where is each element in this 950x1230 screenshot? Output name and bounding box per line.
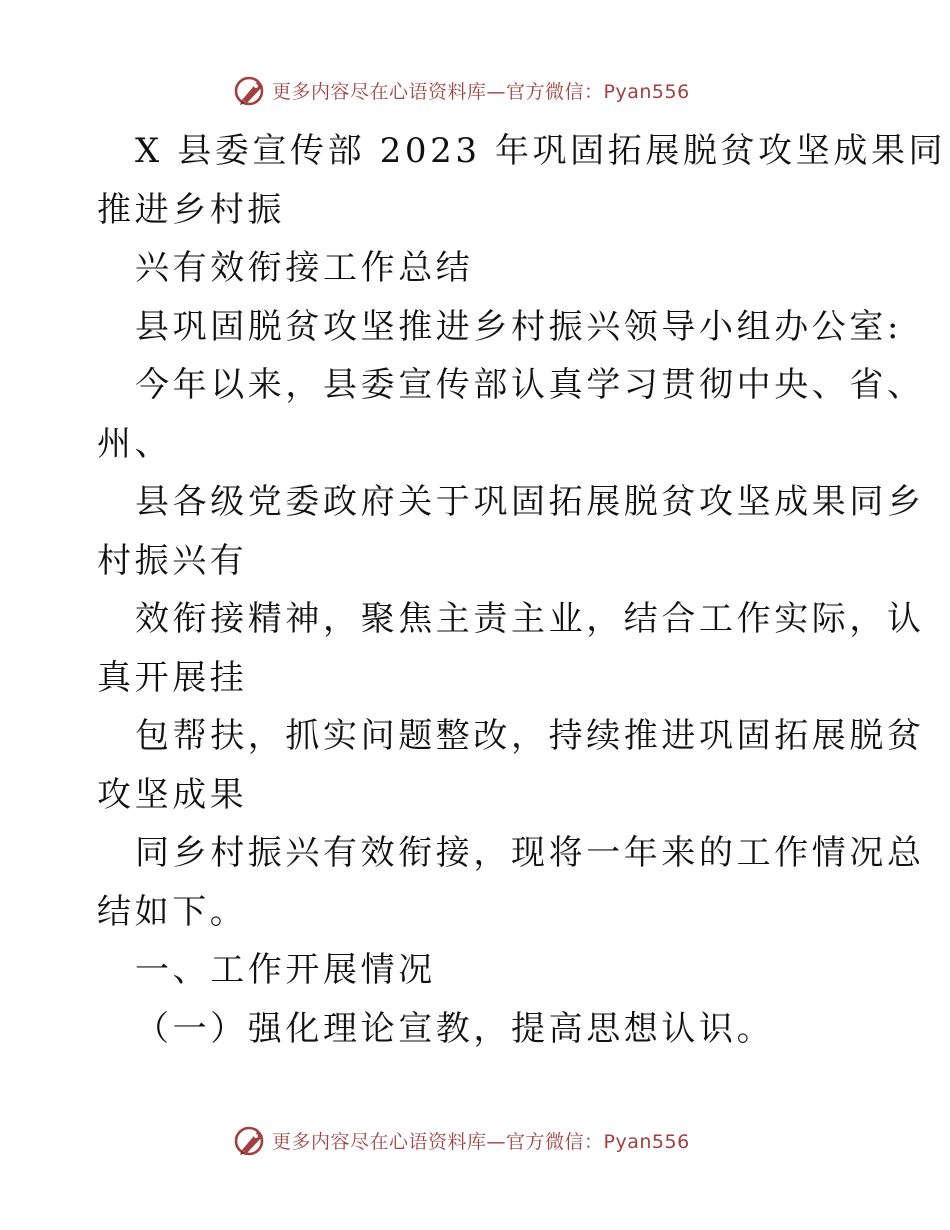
banner-text: 更多内容尽在心语资料库—官方微信：Pyan556 (272, 1130, 690, 1153)
banner-text: 更多内容尽在心语资料库—官方微信：Pyan556 (272, 80, 690, 103)
paragraph-line: 包帮扶，抓实问题整改，持续推进巩固拓展脱贫 (135, 716, 925, 756)
paragraph-line: 今年以来，县委宣传部认真学习贯彻中央、省、 (135, 365, 925, 405)
paragraph-line: 效衔接精神，聚焦主责主业，结合工作实际，认 (135, 599, 925, 639)
pen-logo-icon (234, 73, 268, 107)
title-line-2: 推进乡村振 (97, 189, 285, 230)
title-line-3: 兴有效衔接工作总结 (135, 248, 474, 288)
title-line-1: X 县委宣传部 2023 年巩固拓展脱贫攻坚成果同 (135, 131, 947, 171)
footer-banner (234, 1122, 690, 1158)
document-body (97, 122, 947, 1058)
pen-logo-icon (234, 1123, 268, 1157)
header-banner (234, 72, 690, 108)
paragraph-line: 攻坚成果 (97, 774, 248, 815)
paragraph-line: 村振兴有 (97, 540, 248, 581)
subsection-heading: （一）强化理论宣教，提高思想认识。 (135, 1008, 775, 1049)
paragraph-line: 结如下。 (97, 891, 248, 932)
paragraph-line: 同乡村振兴有效衔接，现将一年来的工作情况总 (135, 833, 925, 873)
paragraph-line: 州、 (97, 423, 173, 464)
paragraph-line: 县各级党委政府关于巩固拓展脱贫攻坚成果同乡 (135, 482, 925, 522)
paragraph-line: 真开展挂 (97, 657, 248, 698)
recipient-line: 县巩固脱贫攻坚推进乡村振兴领导小组办公室: (135, 306, 903, 347)
section-heading: 一、工作开展情况 (135, 950, 436, 990)
